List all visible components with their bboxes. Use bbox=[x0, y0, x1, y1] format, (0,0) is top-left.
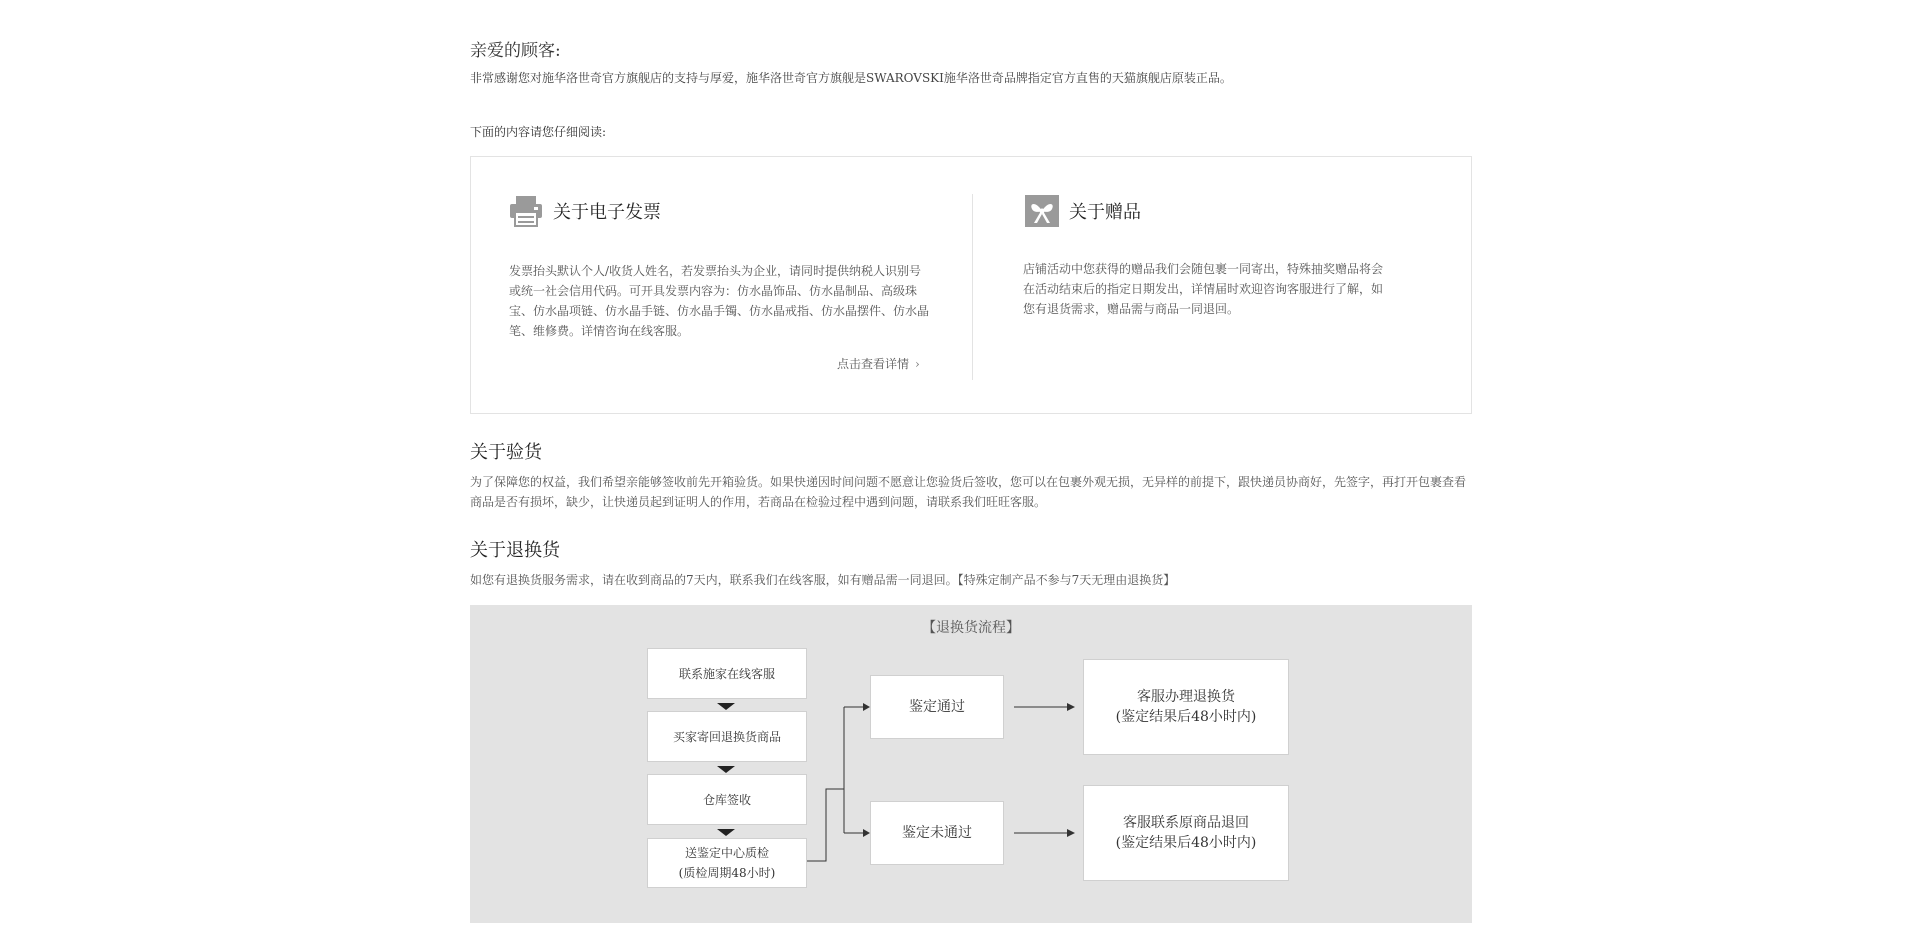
view-details-label: 点击查看详情 bbox=[837, 357, 910, 371]
returns-title: 关于退换货 bbox=[470, 540, 560, 561]
inspection-title: 关于验货 bbox=[470, 442, 542, 463]
flow-pass-result-line1: 客服办理退换货 bbox=[1137, 689, 1235, 705]
flow-step-inspection-label: 送鉴定中心质检 bbox=[684, 846, 769, 860]
gift-text: 店铺活动中您获得的赠品我们会随包裹一同寄出，特殊抽奖赠品将会在活动结束后的指定日期发出，详情届时欢迎咨询客服进行了解，如您有退货需求，赠品需与商品一同退回。 bbox=[1023, 262, 1384, 316]
flow-fail-result-line2: (鉴定结果后48小时内) bbox=[1115, 835, 1257, 851]
flow-step-warehouse-label: 仓库签收 bbox=[702, 792, 751, 807]
printer-icon bbox=[509, 195, 543, 227]
view-details-link[interactable] bbox=[837, 355, 920, 372]
gift-header bbox=[1025, 195, 1141, 227]
flow-fail-label: 鉴定未通过 bbox=[902, 825, 972, 841]
read-note: 下面的内容请您仔细阅读: bbox=[470, 125, 607, 139]
flow-step-ship-back-label: 买家寄回退换货商品 bbox=[672, 729, 781, 744]
column-divider bbox=[972, 194, 973, 380]
greeting-text: 非常感谢您对施华洛世奇官方旗舰店的支持与厚爱，施华洛世奇官方旗舰是SWAROVSKI施华洛世奇品牌指定官方直售的天猫旗舰店原装正品。 bbox=[470, 71, 1232, 85]
flow-step-contact-label: 联系施家在线客服 bbox=[678, 666, 775, 681]
gift-bow-icon bbox=[1025, 195, 1059, 227]
return-flow-chart bbox=[470, 605, 1472, 923]
invoice-header bbox=[509, 195, 661, 227]
flow-step-inspection-period: (质检周期48小时) bbox=[678, 866, 776, 880]
invoice-text: 发票抬头默认个人/收货人姓名，若发票抬头为企业，请同时提供纳税人识别号或统一社会信用代码。可开具发票内容为：仿水晶饰品、仿水晶制品、高级珠宝、仿水晶项链、仿水晶手链、仿水晶手镯、仿水晶戒指、仿水晶摆件、仿水晶笔、维修费。详情咨询在线客服。 bbox=[509, 264, 930, 338]
invoice-title: 关于电子发票 bbox=[553, 202, 661, 223]
returns-text: 如您有退换货服务需求，请在收到商品的7天内，联系我们在线客服，如有赠品需一同退回。【特殊定制产品不参与7天无理由退换货】 bbox=[470, 573, 1176, 587]
flow-connectors bbox=[470, 605, 1472, 923]
flow-title: 【退换货流程】 bbox=[922, 620, 1020, 636]
info-box bbox=[470, 156, 1472, 414]
flow-pass-result-line2: (鉴定结果后48小时内) bbox=[1115, 709, 1257, 725]
gift-title: 关于赠品 bbox=[1069, 202, 1141, 223]
flow-pass-label: 鉴定通过 bbox=[909, 699, 965, 715]
flow-fail-result-line1: 客服联系原商品退回 bbox=[1123, 815, 1249, 831]
chevron-right-icon: › bbox=[915, 357, 920, 371]
inspection-text: 为了保障您的权益，我们希望亲能够签收前先开箱验货。如果快递因时间问题不愿意让您验货后签收，您可以在包裹外观无损，无异样的前提下，跟快递员协商好，先签字，再打开包裹查看商品是否有损坏，缺少，让快递员起到证明人的作用，若商品在检验过程中遇到问题，请联系我们旺旺客服。 bbox=[470, 475, 1467, 509]
greeting-title: 亲爱的顾客: bbox=[470, 41, 561, 61]
